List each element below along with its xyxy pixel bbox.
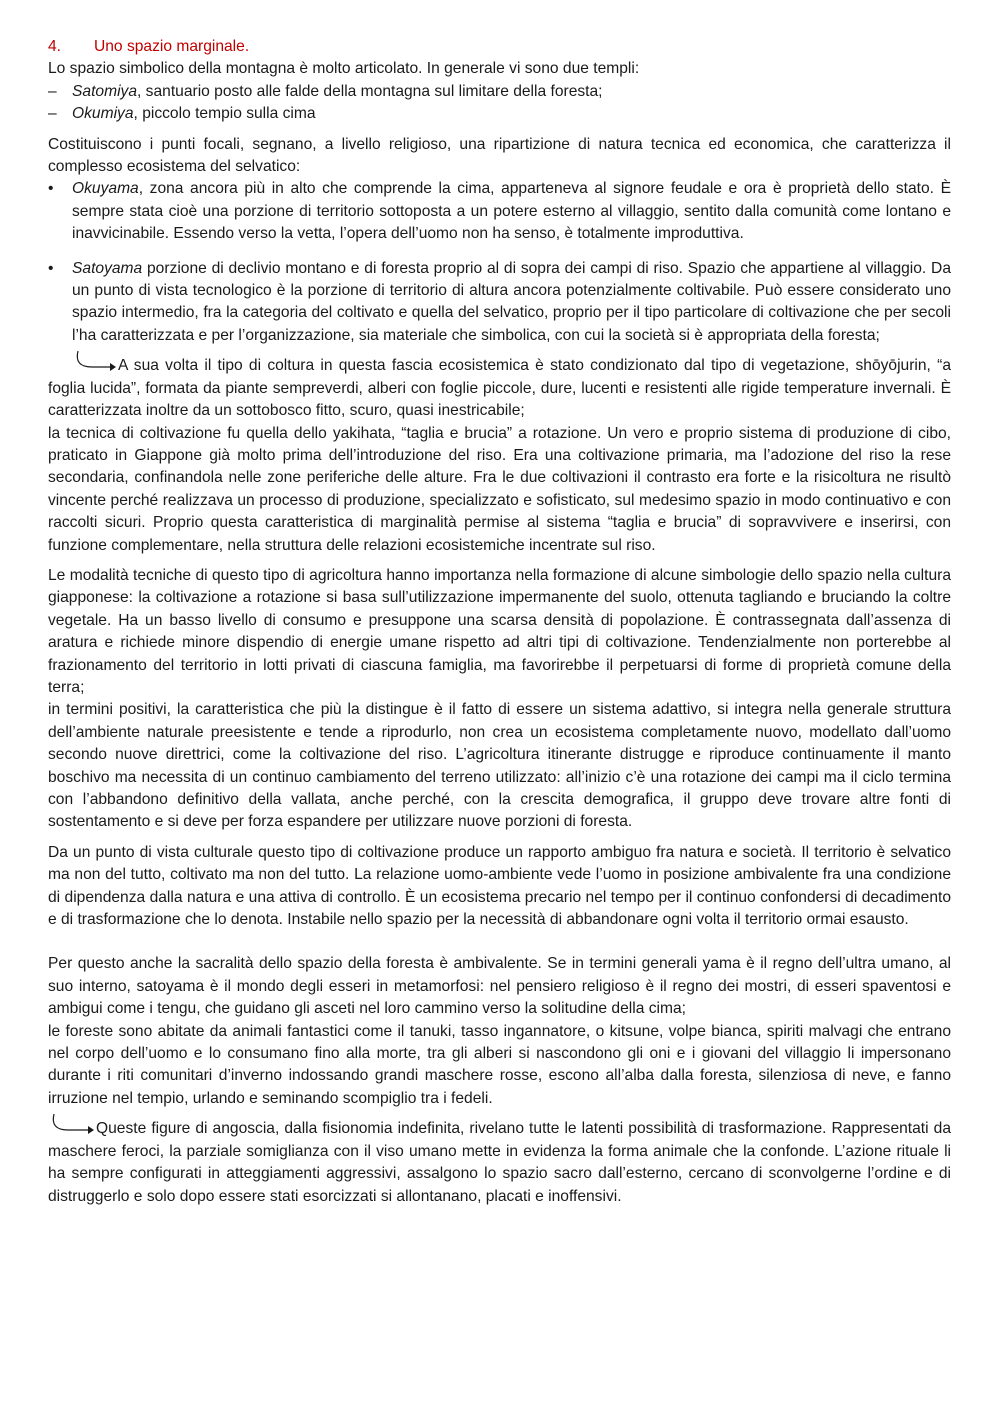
term: Okuyama [72,180,139,198]
curved-arrow-icon [48,349,120,375]
section-number: 4. [48,38,62,55]
bullet-item [48,258,951,348]
dash-marker: – [48,105,57,123]
paragraph: Per questo anche la sacralità dello spazio della foresta è ambivalente. Se in termini generali yama è il regno dell’ultra umano, al suo interno, satoyama è il mondo degli esseri in metamorfosi: nel pensiero religioso è il regno dei mostri, di esseri spaventosi e ambigui come i tengu, che guidano gli asceti nel loro cammino verso la solitudine della cima; [48,955,951,1018]
list-item-text: , piccolo tempio sulla cima [133,105,316,123]
intro-paragraph: Lo spazio simbolico della montagna è molto articolato. In generale vi sono due templi: [48,60,640,78]
paragraph: Da un punto di vista culturale questo tipo di coltivazione produce un rapporto ambiguo fra natura e società. Il territorio è selvatico ma non del tutto, coltivato ma non del tutto. La relazione uomo-ambiente vede l’uomo in posizione ambivalente fra una condizione di dipendenza dalla natura e una attiva di controllo. È un ecosistema precario nel tempo per il continuo confondersi di decadimento e di trasformazione che lo denota. Instabile nello spazio per la necessità di abbandonare ogni volta il territorio ormai esausto. [48,843,951,929]
bullet-marker: • [48,180,54,198]
bullet-marker: • [48,259,54,277]
curved-arrow-icon [48,1112,100,1138]
paragraph: Le modalità tecniche di questo tipo di agricoltura hanno importanza nella formazione di alcune simbologie dello spazio nella cultura giapponese: la coltivazione a rotazione si basa sull’utilizzazione impermanente del suolo, ottenuta tagliando e bruciando la coltre vegetale. Ha un basso livello di consumo e presuppone una scarsa densità di popolazione. È contrassegnata dall’assenza di aratura e richiede minore dispendio di energie umane rispetto ad altri tipi di coltivazione. Tendenzialmente non porterebbe al frazionamento del territorio in lotti privati di ciascuna famiglia, ma favorirebbe il perpetuarsi di forme di proprietà comune della terra; [48,566,951,696]
document-page [48,36,951,1208]
section-heading [48,36,951,58]
bullet-item [48,178,951,245]
bullet-item-text: porzione di declivio montano e di foresta proprio al di sopra dei campi di riso. Spazio che appartiene al villaggio. Da un punto di vista tecnologico è la porzione di territorio di altura ancora potenzialmente coltivabile. Può essere considerato uno spazio intermedio, fra la categoria del coltivato e quella del selvatico, proprio per il tipo particolare di coltivazione che per secoli l’ha caratterizzata e per l’organizzazione, sia materiale che simbolica, con cui la società si è appropriata della foresta; [72,259,951,344]
list-item-text: , santuario posto alle falde della montagna sul limitare della foresta; [137,82,603,100]
section-title: Uno spazio marginale. [94,38,250,55]
term: Satomiya [72,82,138,100]
paragraph [48,355,951,422]
bullet-item-text: , zona ancora più in alto che comprende la cima, apparteneva al signore feudale e ora è proprietà dello stato. È sempre stata cioè una porzione di territorio sottoposta a un potere esterno al villaggio, sentito dalla comunità come lontano e inavvicinabile. Essendo verso la vetta, l’opera dell’uomo non ha senso, è totalmente improduttiva. [72,180,951,243]
paragraph: Costituiscono i punti focali, segnano, a livello religioso, una ripartizione di natura tecnica ed economica, che caratterizza il complesso ecosistema del selvatico: [48,135,951,176]
paragraph-text: Queste figure di angoscia, dalla fisionomia indefinita, rivelano tutte le latenti possibilità di trasformazione. Rappresentati da maschere feroci, la parziale somiglianza con il viso umano mette in evidenza la forma animale che la confonde. L’azione rituale li ha sempre configurati in atteggiamenti aggressivi, assalgono lo spazio sacro dall’esterno, cercano di sconvolgerne l’ordine e di distruggerlo e solo dopo essere stati esorcizzati si allontanano, placati e inoffensivi. [48,1120,951,1205]
paragraph: le foreste sono abitate da animali fantastici come il tanuki, tasso ingannatore, o kitsune, volpe bianca, spiriti malvagi che entrano nel corpo dell’uomo e lo consumano fino alla morte, tra gli alberi si nascondono gli oni e i giovani del villaggio li impersonano durante i riti comunitari d’inverno indossando grandi maschere rosse, escono all’alba dalla foresta, silenziosa di neve, e fanno irruzione nel tempio, urlando e seminando scompiglio tra i fedeli. [48,1022,951,1107]
paragraph: la tecnica di coltivazione fu quella dello yakihata, “taglia e brucia” a rotazione. Un vero e proprio sistema di produzione di cibo, praticato in Giappone già molto prima dell’introduzione del riso. Era una coltivazione primaria, ma l’adozione del riso la rese secondaria, confinandola nelle zone periferiche delle alture. Fra le due coltivazioni il contrasto era forte e la risicoltura ne risultò vincente perché realizzava un processo di produzione, specializzato e sofisticato, sul medesimo spazio in modo continuativo e con raccolti sicuri. Proprio questa caratteristica di marginalità permise al sistema “taglia e brucia” di sopravvivere e inserirsi, con funzione complementare, nella struttura delle relazioni ecosistemiche incentrate sul riso. [48,424,951,554]
list-item [48,81,951,103]
dash-marker: – [48,82,57,100]
paragraph: in termini positivi, la caratteristica che più la distingue è il fatto di essere un sistema adattivo, si integra nella generale struttura dell’ambiente naturale preesistente e tende a riprodurlo, non crea un ecosistema completamente nuovo, modellato dall’uomo secondo nuove direttrici, come la coltivazione del riso. L’agricoltura itinerante distrugge e riproduce continuamente il manto boschivo ma necessita di un continuo cambiamento del terreno utilizzato: all’inizio c’è una rotazione dei campi ma il ciclo termina con l’abbandono definitivo della vallata, anche perché, con la crescita demografica, il gruppo deve trovare altre fonti di sostentamento e si deve per forza espandere per utilizzare nuove porzioni di foresta. [48,701,951,831]
term: Satoyama [72,259,143,277]
term: Okumiya [72,105,134,123]
paragraph-text: A sua volta il tipo di coltura in questa fascia ecosistemica è stato condizionato dal tipo di vegetazione, shōyōjurin, “a foglia lucida”, formata da piante sempreverdi, alberi con foglie piccole, dure, lucenti e resistenti alle rigide temperature invernali. È caratterizzata inoltre da un sottobosco fitto, scuro, quasi inestricabile; [48,357,951,420]
paragraph [48,1118,951,1208]
list-item [48,103,951,125]
